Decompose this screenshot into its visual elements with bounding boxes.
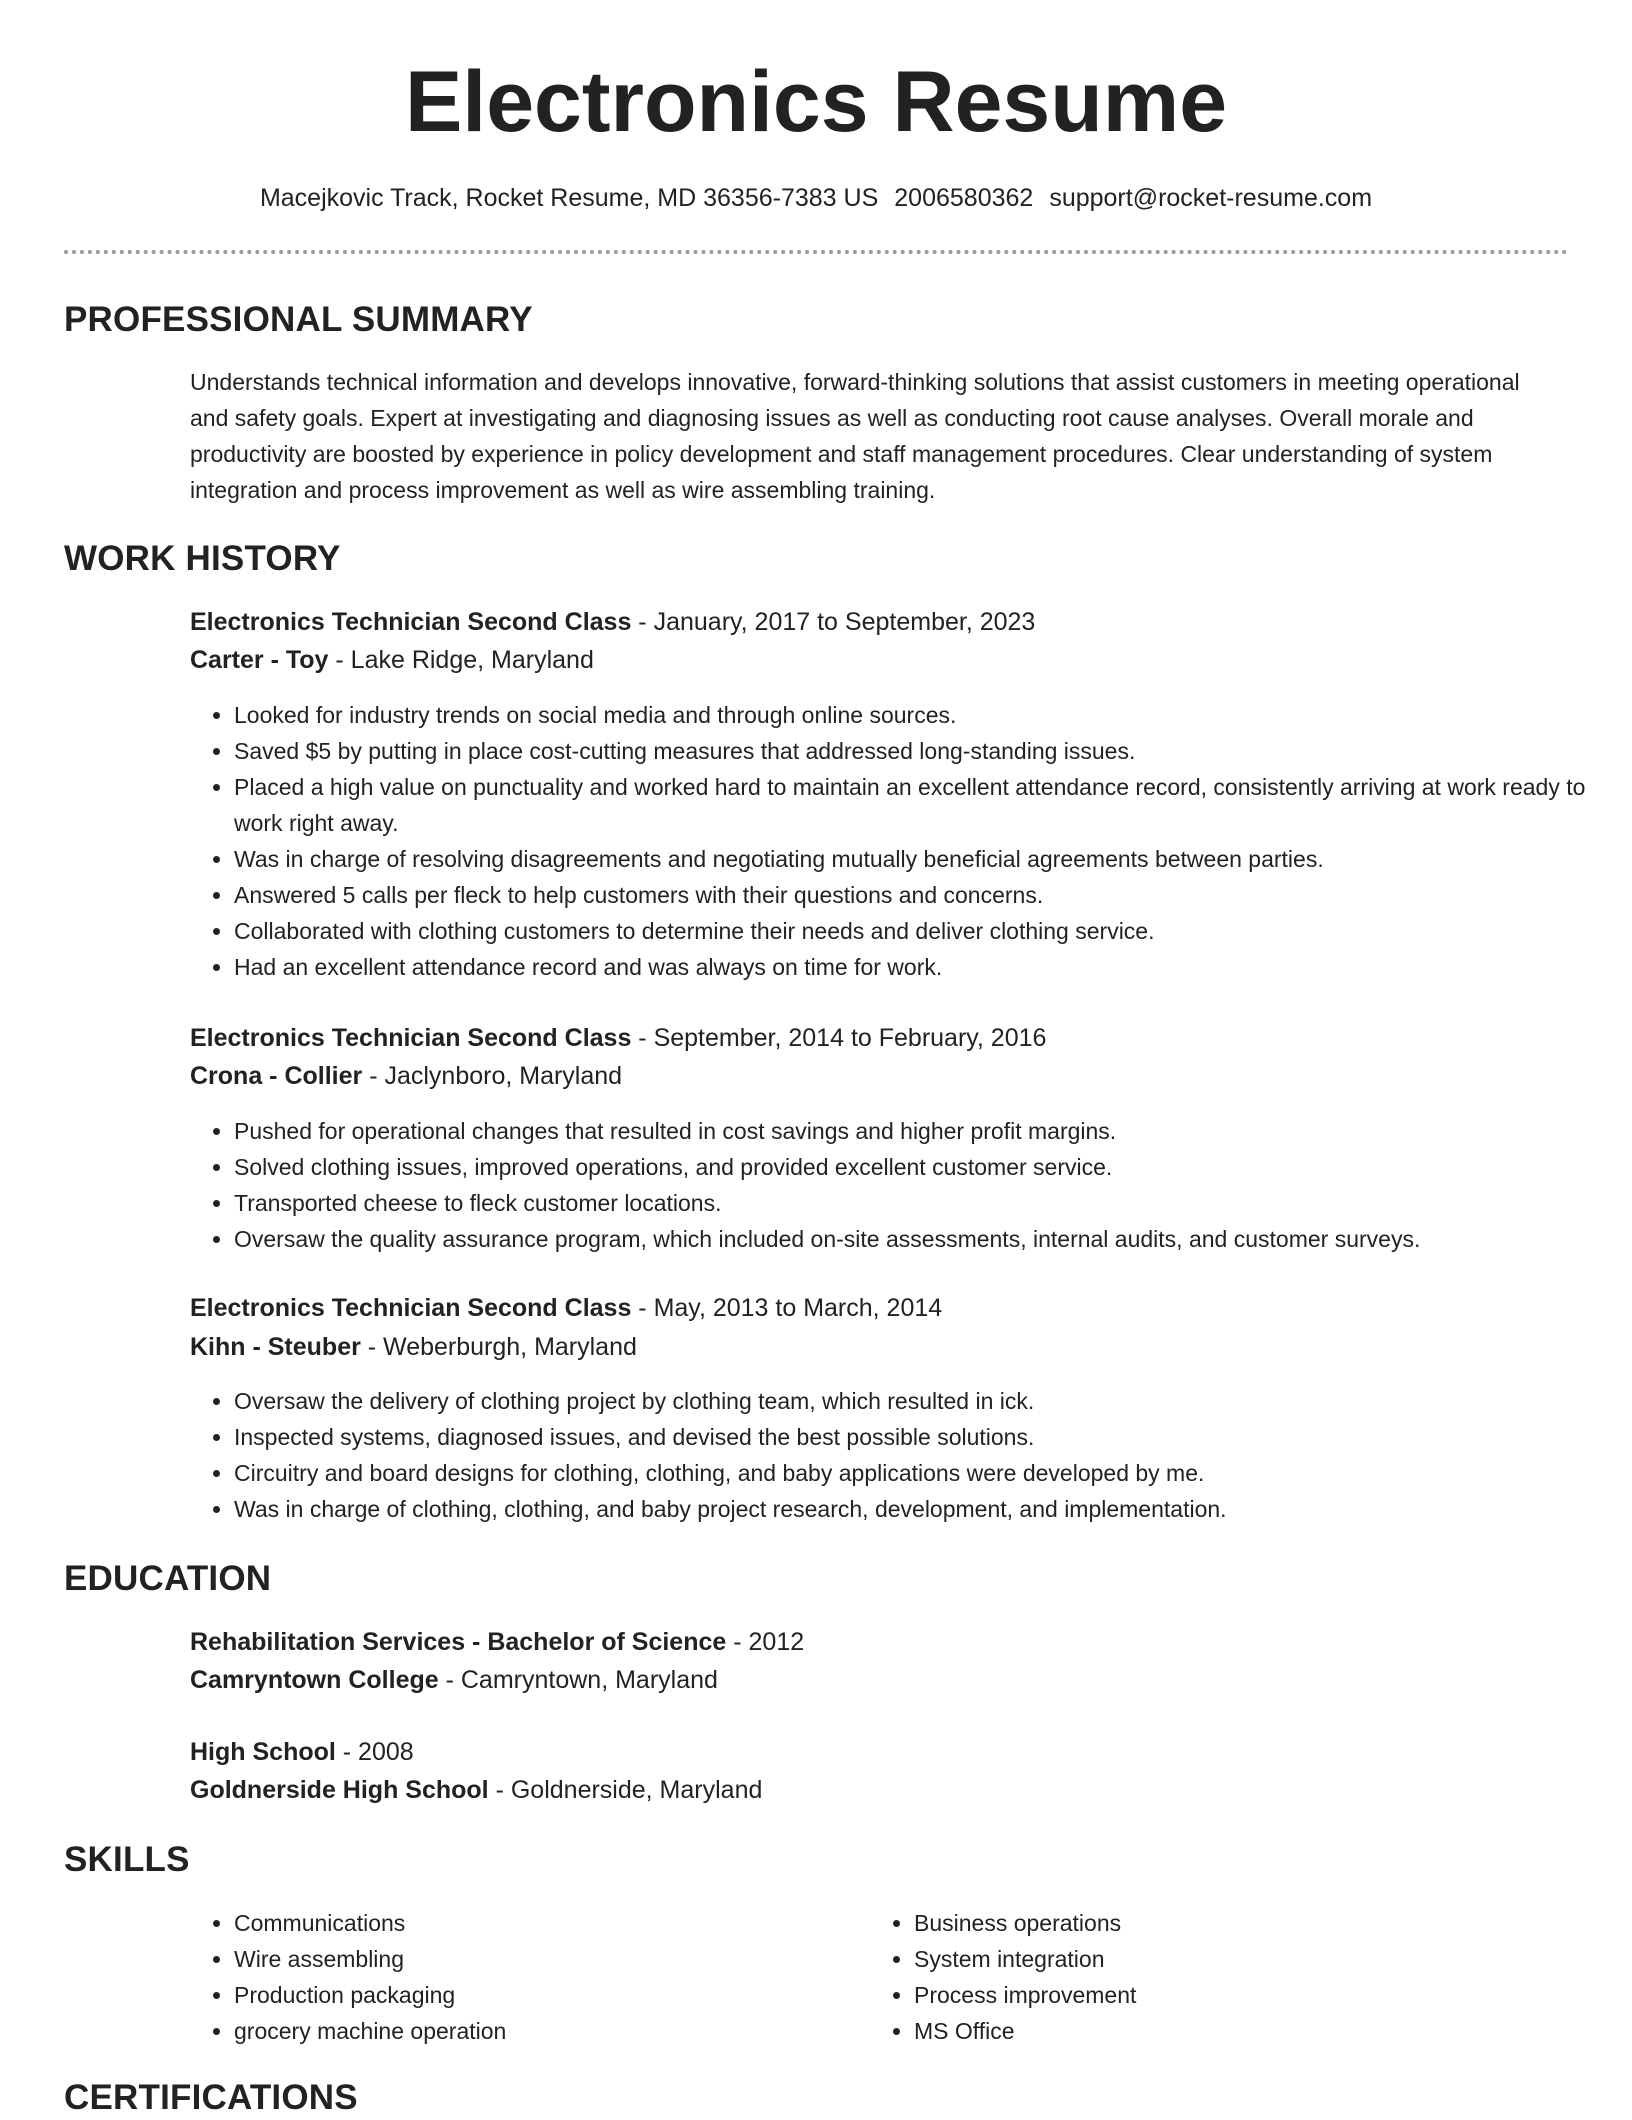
skill-item: • Communications xyxy=(234,1905,834,1941)
education-degree-line xyxy=(190,1624,804,1660)
job-bullet: • Placed a high value on punctuality and worked hard to maintain an excellent attendance record, consistently arriving at work ready to work right away. xyxy=(234,769,1594,841)
job-dates: - September, 2014 to February, 2016 xyxy=(631,1024,1047,1052)
education-school: Goldnerside High School xyxy=(190,1776,489,1804)
job-title-line xyxy=(190,604,1035,640)
job-dates: - January, 2017 to September, 2023 xyxy=(631,608,1036,636)
job-bullet: • Oversaw the delivery of clothing project by clothing team, which resulted in ick. xyxy=(234,1383,1594,1419)
job-bullet: • Solved clothing issues, improved operations, and provided excellent customer service. xyxy=(234,1149,1594,1185)
job-bullet: • Was in charge of resolving disagreements and negotiating mutually beneficial agreements between parties. xyxy=(234,841,1594,877)
job-title-line xyxy=(190,1290,942,1326)
skills-list-left xyxy=(190,1905,834,2049)
job-bullets xyxy=(190,697,1594,985)
contact-email: support@rocket-resume.com xyxy=(1049,184,1373,212)
job-role: Electronics Technician Second Class xyxy=(190,1024,632,1052)
section-title-work-history: WORK HISTORY xyxy=(64,539,341,578)
contact-phone: 2006580362 xyxy=(894,184,1034,212)
job-bullet: • Inspected systems, diagnosed issues, and devised the best possible solutions. xyxy=(234,1419,1594,1455)
education-degree-line xyxy=(190,1734,414,1770)
skill-item: • System integration xyxy=(914,1941,1514,1977)
section-title-certifications: CERTIFICATIONS xyxy=(64,2078,358,2117)
skills-list-right xyxy=(870,1905,1514,2049)
job-bullet: • Saved $5 by putting in place cost-cutting measures that addressed long-standing issues. xyxy=(234,733,1594,769)
job-company-line xyxy=(190,1329,637,1365)
job-role: Electronics Technician Second Class xyxy=(190,608,632,636)
job-bullet: • Pushed for operational changes that resulted in cost savings and higher profit margins. xyxy=(234,1113,1594,1149)
job-bullets xyxy=(190,1113,1594,1257)
job-dates: - May, 2013 to March, 2014 xyxy=(631,1294,943,1322)
job-company-line xyxy=(190,1058,622,1094)
job-bullet: • Answered 5 calls per fleck to help customers with their questions and concerns. xyxy=(234,877,1594,913)
education-year: - 2008 xyxy=(335,1738,414,1766)
education-location: - Goldnerside, Maryland xyxy=(488,1776,763,1804)
skill-item: • MS Office xyxy=(914,2013,1514,2049)
contact-address: Macejkovic Track, Rocket Resume, MD 36356-7383 US xyxy=(259,184,879,212)
job-company: Crona - Collier xyxy=(190,1062,363,1090)
job-role: Electronics Technician Second Class xyxy=(190,1294,632,1322)
skill-item: • grocery machine operation xyxy=(234,2013,834,2049)
job-bullet: • Had an excellent attendance record and was always on time for work. xyxy=(234,949,1594,985)
job-company: Carter - Toy xyxy=(190,646,329,674)
education-year: - 2012 xyxy=(726,1628,805,1656)
section-title-summary: PROFESSIONAL SUMMARY xyxy=(64,300,533,339)
contact-line xyxy=(0,182,1632,214)
job-bullet: • Circuitry and board designs for clothing, clothing, and baby applications were developed by me. xyxy=(234,1455,1594,1491)
job-title-line xyxy=(190,1020,1046,1056)
job-location: - Weberburgh, Maryland xyxy=(360,1333,637,1361)
resume-title: Electronics Resume xyxy=(404,54,1228,150)
education-school-line xyxy=(190,1662,718,1698)
job-bullets xyxy=(190,1383,1594,1527)
job-bullet: • Oversaw the quality assurance program, which included on-site assessments, internal audits, and customer surveys. xyxy=(234,1221,1594,1257)
skill-item: • Wire assembling xyxy=(234,1941,834,1977)
header-divider xyxy=(64,250,1568,254)
section-title-skills: SKILLS xyxy=(64,1840,190,1879)
education-school-line xyxy=(190,1772,762,1808)
job-company: Kihn - Steuber xyxy=(190,1333,361,1361)
education-school: Camryntown College xyxy=(190,1666,439,1694)
job-bullet: • Collaborated with clothing customers to determine their needs and deliver clothing service. xyxy=(234,913,1594,949)
education-degree: High School xyxy=(190,1738,336,1766)
education-location: - Camryntown, Maryland xyxy=(438,1666,718,1694)
section-title-education: EDUCATION xyxy=(64,1559,272,1598)
summary-text: Understands technical information and develops innovative, forward-thinking solutions that assist customers in meeting operational and safety goals. Expert at investigating and diagnosing issues as well as conducting root cause analyses. Overall morale and productivity are boosted by experience in policy development and staff management procedures. Clear understanding of system integration and process improvement as well as wire assembling training. xyxy=(190,369,1520,503)
skill-item: • Business operations xyxy=(914,1905,1514,1941)
skill-item: • Production packaging xyxy=(234,1977,834,2013)
job-location: - Jaclynboro, Maryland xyxy=(362,1062,623,1090)
job-bullet: • Looked for industry trends on social media and through online sources. xyxy=(234,697,1594,733)
job-location: - Lake Ridge, Maryland xyxy=(328,646,594,674)
job-company-line xyxy=(190,642,594,678)
skill-item: • Process improvement xyxy=(914,1977,1514,2013)
job-bullet: • Transported cheese to fleck customer locations. xyxy=(234,1185,1594,1221)
education-degree: Rehabilitation Services - Bachelor of Science xyxy=(190,1628,727,1656)
job-bullet: • Was in charge of clothing, clothing, and baby project research, development, and implementation. xyxy=(234,1491,1594,1527)
